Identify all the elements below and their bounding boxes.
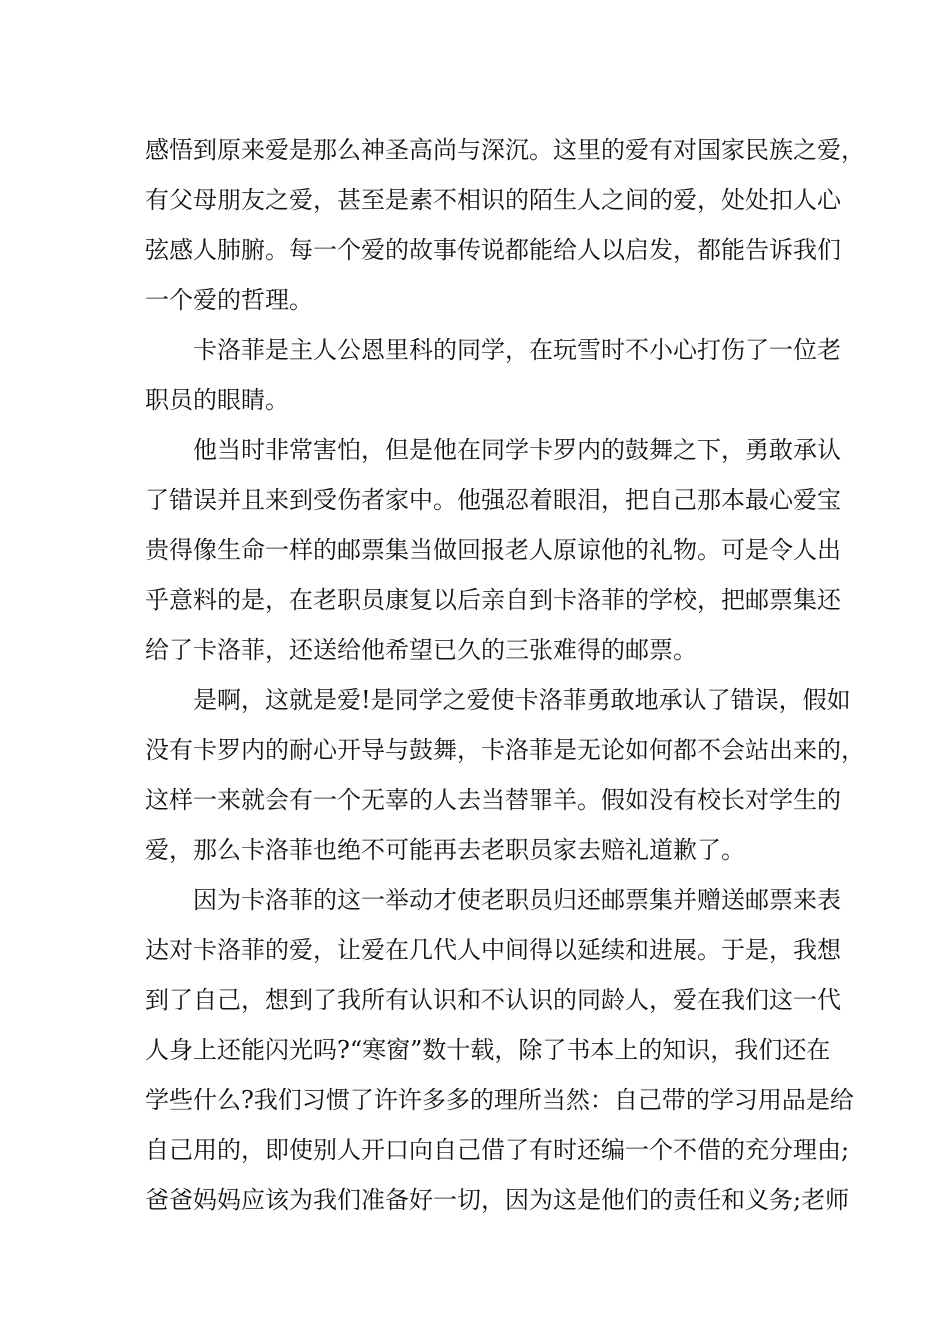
text-line: 卡洛菲是主人公恩里科的同学，在玩雪时不小心打伤了一位老 [145, 336, 841, 364]
text-line: 贵得像生命一样的邮票集当做回报老人原谅他的礼物。可是令人出 [145, 536, 841, 564]
text-line: 是啊，这就是爱!是同学之爱使卡洛菲勇敢地承认了错误，假如 [145, 686, 851, 714]
text-line: 职员的眼睛。 [145, 386, 289, 414]
text-line: 因为卡洛菲的这一举动才使老职员归还邮票集并赠送邮票来表 [145, 886, 841, 914]
text-line: 感悟到原来爱是那么神圣高尚与深沉。这里的爱有对国家民族之爱， [145, 136, 865, 164]
text-line: 爸爸妈妈应该为我们准备好一切，因为这是他们的责任和义务;老师 [145, 1186, 850, 1214]
text-line: 学些什么?我们习惯了许许多多的理所当然：自己带的学习用品是给 [145, 1086, 854, 1114]
text-line: 有父母朋友之爱，甚至是素不相识的陌生人之间的爱，处处扣人心 [145, 186, 841, 214]
text-line: 达对卡洛菲的爱，让爱在几代人中间得以延续和进展。于是，我想 [145, 936, 841, 964]
text-line: 一个爱的哲理。 [145, 286, 313, 314]
text-line: 这样一来就会有一个无辜的人去当替罪羊。假如没有校长对学生的 [145, 786, 841, 814]
text-line: 了错误并且来到受伤者家中。他强忍着眼泪，把自己那本最心爱宝 [145, 486, 841, 514]
text-line: 爱，那么卡洛菲也绝不可能再去老职员家去赔礼道歉了。 [145, 836, 745, 864]
text-line: 没有卡罗内的耐心开导与鼓舞，卡洛菲是无论如何都不会站出来的， [145, 736, 865, 764]
text-line: 到了自己，想到了我所有认识和不认识的同龄人，爱在我们这一代 [145, 986, 841, 1014]
text-line: 给了卡洛菲，还送给他希望已久的三张难得的邮票。 [145, 636, 697, 664]
text-line: 他当时非常害怕，但是他在同学卡罗内的鼓舞之下，勇敢承认 [145, 436, 841, 464]
text-line: 乎意料的是，在老职员康复以后亲自到卡洛菲的学校，把邮票集还 [145, 586, 841, 614]
text-line: 人身上还能闪光吗?“寒窗”数十载，除了书本上的知识，我们还在 [145, 1036, 831, 1064]
text-line: 弦感人肺腑。每一个爱的故事传说都能给人以启发，都能告诉我们 [145, 236, 841, 264]
text-line: 自己用的，即使别人开口向自己借了有时还编一个不借的充分理由; [145, 1136, 850, 1164]
